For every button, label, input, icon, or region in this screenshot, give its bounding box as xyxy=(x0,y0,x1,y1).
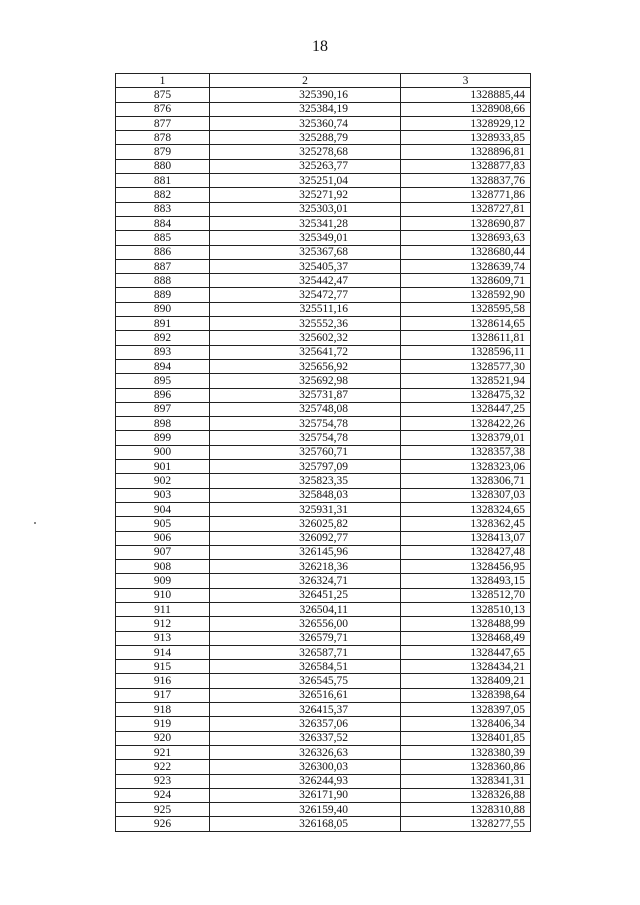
point-number-cell: 891 xyxy=(116,317,210,331)
y-coordinate-cell: 1328592,90 xyxy=(401,288,531,302)
x-coordinate-cell: 325511,16 xyxy=(210,302,401,316)
x-coordinate-cell: 326504,11 xyxy=(210,602,401,616)
y-coordinate-cell: 1328360,86 xyxy=(401,760,531,774)
y-coordinate-cell: 1328727,81 xyxy=(401,202,531,216)
y-coordinate-cell: 1328422,26 xyxy=(401,417,531,431)
x-coordinate-cell: 325472,77 xyxy=(210,288,401,302)
point-number-cell: 908 xyxy=(116,560,210,574)
table-row xyxy=(116,531,531,545)
point-number-cell: 916 xyxy=(116,674,210,688)
x-coordinate-cell: 325602,32 xyxy=(210,331,401,345)
table-row xyxy=(116,774,531,788)
point-number-cell: 879 xyxy=(116,145,210,159)
x-coordinate-cell: 325271,92 xyxy=(210,188,401,202)
y-coordinate-cell: 1328434,21 xyxy=(401,660,531,674)
point-number-cell: 906 xyxy=(116,531,210,545)
point-number-cell: 895 xyxy=(116,374,210,388)
table-row xyxy=(116,317,531,331)
table-row xyxy=(116,359,531,373)
table-row xyxy=(116,402,531,416)
x-coordinate-cell: 325552,36 xyxy=(210,317,401,331)
y-coordinate-cell: 1328510,13 xyxy=(401,602,531,616)
x-coordinate-cell: 326326,63 xyxy=(210,745,401,759)
point-number-cell: 885 xyxy=(116,231,210,245)
x-coordinate-cell: 326168,05 xyxy=(210,817,401,831)
y-coordinate-cell: 1328521,94 xyxy=(401,374,531,388)
y-coordinate-cell: 1328456,95 xyxy=(401,560,531,574)
x-coordinate-cell: 325731,87 xyxy=(210,388,401,402)
table-row xyxy=(116,660,531,674)
point-number-cell: 921 xyxy=(116,745,210,759)
table-row xyxy=(116,545,531,559)
table-row xyxy=(116,374,531,388)
y-coordinate-cell: 1328885,44 xyxy=(401,88,531,102)
y-coordinate-cell: 1328596,11 xyxy=(401,345,531,359)
point-number-cell: 897 xyxy=(116,402,210,416)
point-number-cell: 923 xyxy=(116,774,210,788)
table-row xyxy=(116,703,531,717)
y-coordinate-cell: 1328277,55 xyxy=(401,817,531,831)
table-row xyxy=(116,745,531,759)
point-number-cell: 917 xyxy=(116,688,210,702)
point-number-cell: 900 xyxy=(116,445,210,459)
x-coordinate-cell: 325349,01 xyxy=(210,231,401,245)
column-header-3: 3 xyxy=(401,74,531,88)
x-coordinate-cell: 325251,04 xyxy=(210,174,401,188)
x-coordinate-cell: 325754,78 xyxy=(210,417,401,431)
point-number-cell: 880 xyxy=(116,159,210,173)
y-coordinate-cell: 1328877,83 xyxy=(401,159,531,173)
y-coordinate-cell: 1328380,39 xyxy=(401,745,531,759)
table-row xyxy=(116,259,531,273)
y-coordinate-cell: 1328310,88 xyxy=(401,803,531,817)
x-coordinate-cell: 326092,77 xyxy=(210,531,401,545)
point-number-cell: 888 xyxy=(116,274,210,288)
table-row xyxy=(116,788,531,802)
y-coordinate-cell: 1328379,01 xyxy=(401,431,531,445)
table-row xyxy=(116,760,531,774)
x-coordinate-cell: 325754,78 xyxy=(210,431,401,445)
x-coordinate-cell: 325641,72 xyxy=(210,345,401,359)
point-number-cell: 914 xyxy=(116,645,210,659)
y-coordinate-cell: 1328614,65 xyxy=(401,317,531,331)
table-row xyxy=(116,474,531,488)
point-number-cell: 889 xyxy=(116,288,210,302)
table-row xyxy=(116,102,531,116)
table-header-row xyxy=(116,74,531,88)
x-coordinate-cell: 325405,37 xyxy=(210,259,401,273)
x-coordinate-cell: 325367,68 xyxy=(210,245,401,259)
x-coordinate-cell: 325341,28 xyxy=(210,216,401,230)
point-number-cell: 899 xyxy=(116,431,210,445)
table-row xyxy=(116,288,531,302)
coordinates-table xyxy=(115,73,531,832)
point-number-cell: 901 xyxy=(116,460,210,474)
x-coordinate-cell: 325442,47 xyxy=(210,274,401,288)
x-coordinate-cell: 326337,52 xyxy=(210,731,401,745)
y-coordinate-cell: 1328595,58 xyxy=(401,302,531,316)
table-row xyxy=(116,231,531,245)
y-coordinate-cell: 1328401,85 xyxy=(401,731,531,745)
table-row xyxy=(116,645,531,659)
y-coordinate-cell: 1328690,87 xyxy=(401,216,531,230)
column-header-2: 2 xyxy=(210,74,401,88)
y-coordinate-cell: 1328447,65 xyxy=(401,645,531,659)
table-row xyxy=(116,88,531,102)
point-number-cell: 894 xyxy=(116,359,210,373)
x-coordinate-cell: 326516,61 xyxy=(210,688,401,702)
table-row xyxy=(116,688,531,702)
point-number-cell: 878 xyxy=(116,131,210,145)
x-coordinate-cell: 325760,71 xyxy=(210,445,401,459)
point-number-cell: 925 xyxy=(116,803,210,817)
point-number-cell: 926 xyxy=(116,817,210,831)
point-number-cell: 920 xyxy=(116,731,210,745)
y-coordinate-cell: 1328306,71 xyxy=(401,474,531,488)
point-number-cell: 909 xyxy=(116,574,210,588)
column-header-1: 1 xyxy=(116,74,210,88)
table-row xyxy=(116,588,531,602)
point-number-cell: 881 xyxy=(116,174,210,188)
point-number-cell: 902 xyxy=(116,474,210,488)
table-body xyxy=(116,88,531,831)
table-row xyxy=(116,159,531,173)
y-coordinate-cell: 1328398,64 xyxy=(401,688,531,702)
x-coordinate-cell: 325278,68 xyxy=(210,145,401,159)
table-row xyxy=(116,817,531,831)
point-number-cell: 877 xyxy=(116,116,210,130)
table-row xyxy=(116,245,531,259)
point-number-cell: 893 xyxy=(116,345,210,359)
y-coordinate-cell: 1328397,05 xyxy=(401,703,531,717)
x-coordinate-cell: 325823,35 xyxy=(210,474,401,488)
point-number-cell: 896 xyxy=(116,388,210,402)
table-row xyxy=(116,331,531,345)
table-row xyxy=(116,145,531,159)
table-row xyxy=(116,560,531,574)
point-number-cell: 911 xyxy=(116,602,210,616)
point-number-cell: 918 xyxy=(116,703,210,717)
x-coordinate-cell: 325797,09 xyxy=(210,460,401,474)
x-coordinate-cell: 326415,37 xyxy=(210,703,401,717)
point-number-cell: 876 xyxy=(116,102,210,116)
x-coordinate-cell: 325360,74 xyxy=(210,116,401,130)
y-coordinate-cell: 1328771,86 xyxy=(401,188,531,202)
x-coordinate-cell: 326025,82 xyxy=(210,517,401,531)
point-number-cell: 922 xyxy=(116,760,210,774)
table-row xyxy=(116,116,531,130)
point-number-cell: 904 xyxy=(116,502,210,516)
table-row xyxy=(116,202,531,216)
table-row xyxy=(116,717,531,731)
y-coordinate-cell: 1328326,88 xyxy=(401,788,531,802)
point-number-cell: 875 xyxy=(116,88,210,102)
table-row xyxy=(116,488,531,502)
table-row xyxy=(116,417,531,431)
table-row xyxy=(116,388,531,402)
point-number-cell: 892 xyxy=(116,331,210,345)
x-coordinate-cell: 326324,71 xyxy=(210,574,401,588)
y-coordinate-cell: 1328307,03 xyxy=(401,488,531,502)
y-coordinate-cell: 1328475,32 xyxy=(401,388,531,402)
y-coordinate-cell: 1328933,85 xyxy=(401,131,531,145)
table-row xyxy=(116,174,531,188)
table-row xyxy=(116,274,531,288)
point-number-cell: 886 xyxy=(116,245,210,259)
table-row xyxy=(116,617,531,631)
y-coordinate-cell: 1328409,21 xyxy=(401,674,531,688)
point-number-cell: 882 xyxy=(116,188,210,202)
point-number-cell: 919 xyxy=(116,717,210,731)
table-row xyxy=(116,345,531,359)
y-coordinate-cell: 1328324,65 xyxy=(401,502,531,516)
table-row xyxy=(116,445,531,459)
point-number-cell: 903 xyxy=(116,488,210,502)
y-coordinate-cell: 1328323,06 xyxy=(401,460,531,474)
point-number-cell: 884 xyxy=(116,216,210,230)
y-coordinate-cell: 1328357,38 xyxy=(401,445,531,459)
x-coordinate-cell: 326357,06 xyxy=(210,717,401,731)
x-coordinate-cell: 326244,93 xyxy=(210,774,401,788)
point-number-cell: 905 xyxy=(116,517,210,531)
x-coordinate-cell: 326145,96 xyxy=(210,545,401,559)
margin-speck xyxy=(34,522,36,524)
table-row xyxy=(116,431,531,445)
table-row xyxy=(116,803,531,817)
page-number: 18 xyxy=(312,38,328,55)
table-row xyxy=(116,302,531,316)
x-coordinate-cell: 326579,71 xyxy=(210,631,401,645)
x-coordinate-cell: 325848,03 xyxy=(210,488,401,502)
y-coordinate-cell: 1328413,07 xyxy=(401,531,531,545)
table-row xyxy=(116,188,531,202)
x-coordinate-cell: 326300,03 xyxy=(210,760,401,774)
x-coordinate-cell: 326159,40 xyxy=(210,803,401,817)
y-coordinate-cell: 1328406,34 xyxy=(401,717,531,731)
x-coordinate-cell: 326584,51 xyxy=(210,660,401,674)
x-coordinate-cell: 325288,79 xyxy=(210,131,401,145)
x-coordinate-cell: 325263,77 xyxy=(210,159,401,173)
x-coordinate-cell: 325931,31 xyxy=(210,502,401,516)
y-coordinate-cell: 1328680,44 xyxy=(401,245,531,259)
table-row xyxy=(116,460,531,474)
x-coordinate-cell: 326218,36 xyxy=(210,560,401,574)
y-coordinate-cell: 1328341,31 xyxy=(401,774,531,788)
x-coordinate-cell: 325748,08 xyxy=(210,402,401,416)
y-coordinate-cell: 1328362,45 xyxy=(401,517,531,531)
y-coordinate-cell: 1328493,15 xyxy=(401,574,531,588)
table-row xyxy=(116,731,531,745)
y-coordinate-cell: 1328577,30 xyxy=(401,359,531,373)
table-row xyxy=(116,216,531,230)
table-row xyxy=(116,574,531,588)
point-number-cell: 913 xyxy=(116,631,210,645)
y-coordinate-cell: 1328837,76 xyxy=(401,174,531,188)
y-coordinate-cell: 1328512,70 xyxy=(401,588,531,602)
y-coordinate-cell: 1328908,66 xyxy=(401,102,531,116)
y-coordinate-cell: 1328929,12 xyxy=(401,116,531,130)
table-row xyxy=(116,502,531,516)
x-coordinate-cell: 325384,19 xyxy=(210,102,401,116)
point-number-cell: 890 xyxy=(116,302,210,316)
x-coordinate-cell: 325656,92 xyxy=(210,359,401,373)
table-row xyxy=(116,131,531,145)
y-coordinate-cell: 1328896,81 xyxy=(401,145,531,159)
table-row xyxy=(116,517,531,531)
point-number-cell: 915 xyxy=(116,660,210,674)
point-number-cell: 887 xyxy=(116,259,210,273)
y-coordinate-cell: 1328609,71 xyxy=(401,274,531,288)
y-coordinate-cell: 1328468,49 xyxy=(401,631,531,645)
x-coordinate-cell: 326171,90 xyxy=(210,788,401,802)
x-coordinate-cell: 325692,98 xyxy=(210,374,401,388)
point-number-cell: 898 xyxy=(116,417,210,431)
point-number-cell: 907 xyxy=(116,545,210,559)
y-coordinate-cell: 1328693,63 xyxy=(401,231,531,245)
point-number-cell: 883 xyxy=(116,202,210,216)
table-row xyxy=(116,602,531,616)
x-coordinate-cell: 326545,75 xyxy=(210,674,401,688)
y-coordinate-cell: 1328427,48 xyxy=(401,545,531,559)
point-number-cell: 912 xyxy=(116,617,210,631)
x-coordinate-cell: 326587,71 xyxy=(210,645,401,659)
y-coordinate-cell: 1328488,99 xyxy=(401,617,531,631)
x-coordinate-cell: 326451,25 xyxy=(210,588,401,602)
table-row xyxy=(116,631,531,645)
x-coordinate-cell: 325303,01 xyxy=(210,202,401,216)
x-coordinate-cell: 326556,00 xyxy=(210,617,401,631)
y-coordinate-cell: 1328639,74 xyxy=(401,259,531,273)
y-coordinate-cell: 1328447,25 xyxy=(401,402,531,416)
table-row xyxy=(116,674,531,688)
y-coordinate-cell: 1328611,81 xyxy=(401,331,531,345)
point-number-cell: 924 xyxy=(116,788,210,802)
x-coordinate-cell: 325390,16 xyxy=(210,88,401,102)
point-number-cell: 910 xyxy=(116,588,210,602)
